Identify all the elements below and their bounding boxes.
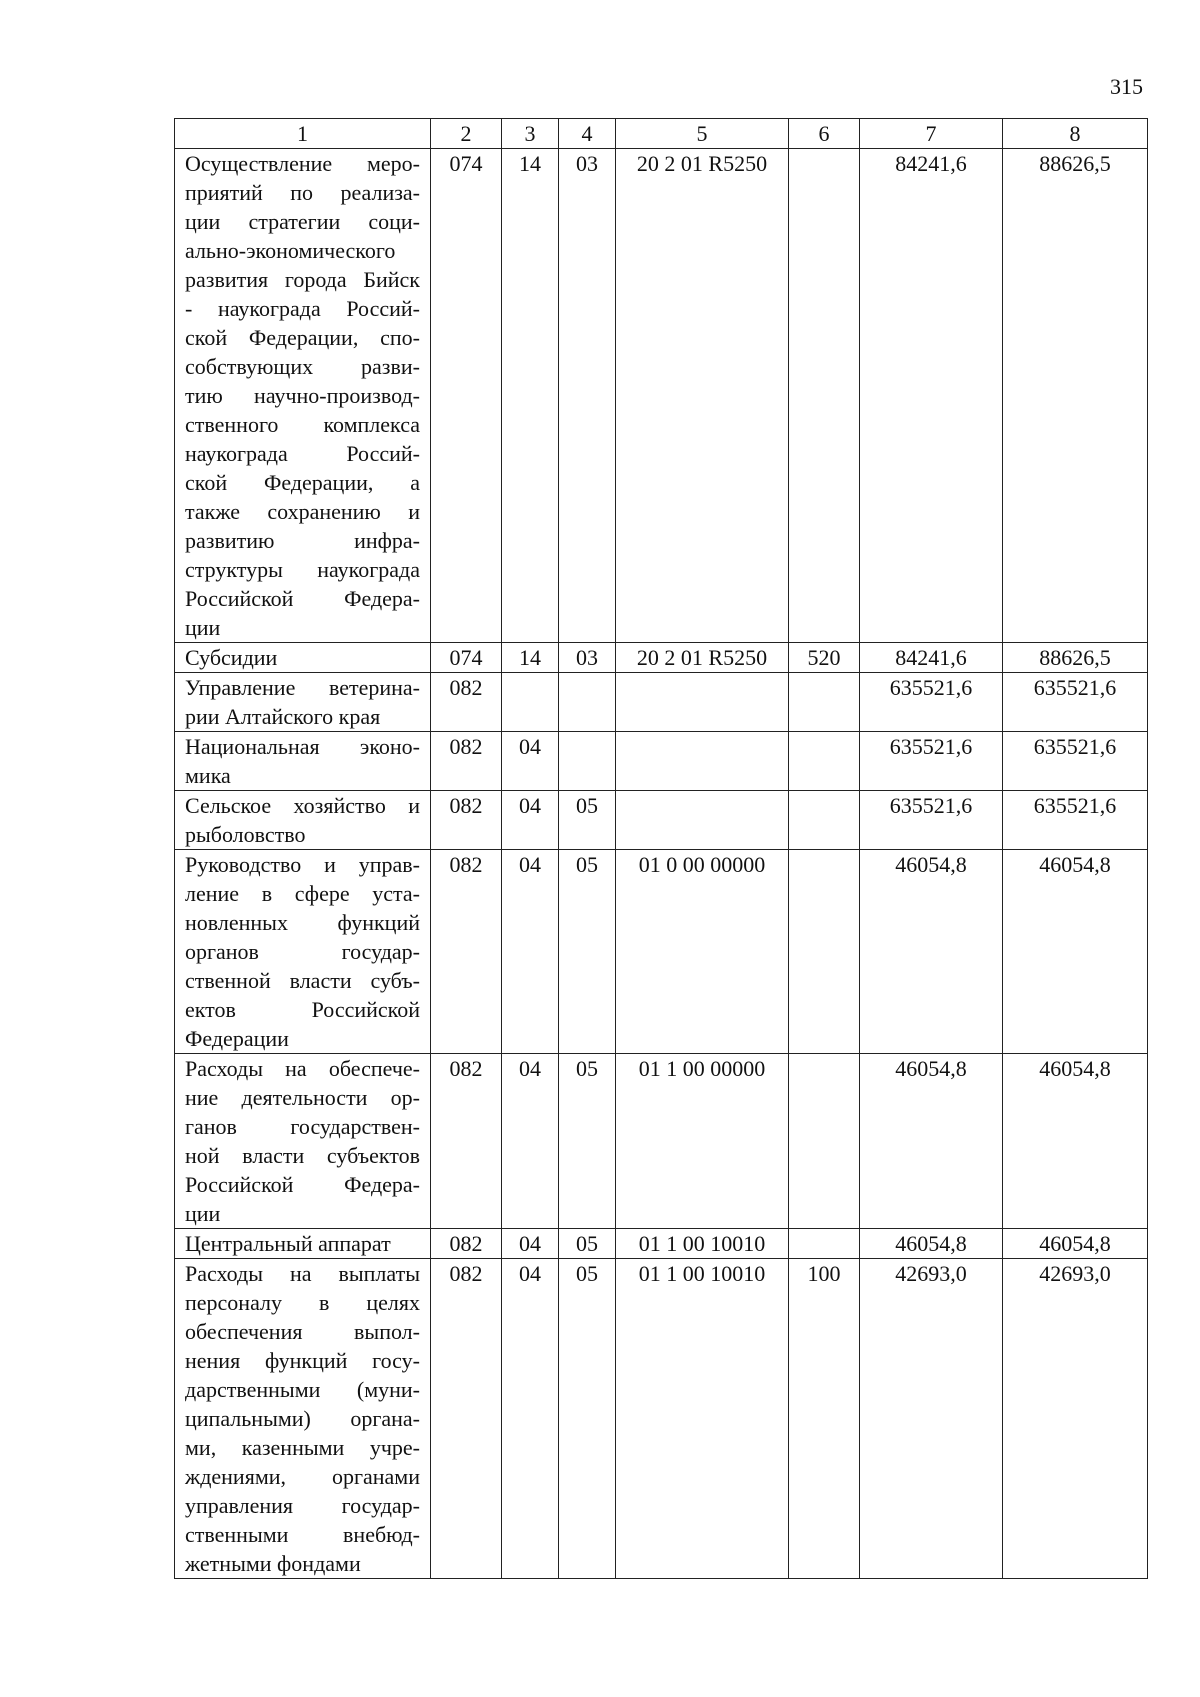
row-name-line: тию научно-производ- [185, 383, 420, 408]
subsection-cell: 05 [559, 791, 616, 850]
row-name-line: ции стратегии соци- [185, 209, 420, 234]
column-header-4: 4 [559, 119, 616, 149]
row-name-line: ектов Российской [185, 997, 420, 1022]
row-name-line: Управление ветерина- [185, 675, 420, 700]
row-name-cell [175, 850, 431, 1054]
amount-year2-cell: 635521,6 [1003, 791, 1148, 850]
table-row [175, 1229, 1148, 1259]
section-cell: 14 [502, 149, 559, 643]
table-row [175, 149, 1148, 643]
row-name-line: управления государ- [185, 1493, 420, 1518]
row-name-line: ственными внебюд- [185, 1522, 420, 1547]
row-name-cell [175, 1259, 431, 1579]
subsection-cell: 05 [559, 1054, 616, 1229]
row-name-line: рии Алтайского края [185, 704, 381, 729]
target-article-cell [616, 732, 789, 791]
amount-year2-cell: 635521,6 [1003, 673, 1148, 732]
row-name-line: ции [185, 615, 221, 640]
row-name-line: Федерации [185, 1026, 289, 1051]
row-name-line: Руководство и управ- [185, 852, 420, 877]
subsection-cell: 05 [559, 1229, 616, 1259]
amount-year1-cell: 46054,8 [860, 1054, 1003, 1229]
row-name-line: Центральный аппарат [185, 1231, 391, 1256]
row-name-line: Российской Федера- [185, 586, 420, 611]
table-row [175, 673, 1148, 732]
row-name-cell [175, 643, 431, 673]
admin-code-cell: 082 [431, 732, 502, 791]
admin-code-cell: 082 [431, 1229, 502, 1259]
row-name-line: ждениями, органами [185, 1464, 420, 1489]
row-name-line: ственной власти субъ- [185, 968, 420, 993]
row-name-line: ление в сфере уста- [185, 881, 420, 906]
section-cell: 04 [502, 850, 559, 1054]
expense-type-cell [789, 1229, 860, 1259]
row-name-line: наукограда Россий- [185, 441, 420, 466]
amount-year1-cell: 84241,6 [860, 149, 1003, 643]
expense-type-cell [789, 673, 860, 732]
table-row [175, 850, 1148, 1054]
target-article-cell [616, 791, 789, 850]
table-header-row [175, 119, 1148, 149]
section-cell [502, 673, 559, 732]
section-cell: 04 [502, 791, 559, 850]
target-article-cell: 20 2 01 R5250 [616, 149, 789, 643]
row-name-line: ственного комплекса [185, 412, 420, 437]
target-article-cell: 01 1 00 00000 [616, 1054, 789, 1229]
amount-year1-cell: 46054,8 [860, 1229, 1003, 1259]
column-header-1: 1 [175, 119, 431, 149]
admin-code-cell: 074 [431, 643, 502, 673]
target-article-cell [616, 673, 789, 732]
row-name-line: собствующих разви- [185, 354, 420, 379]
column-header-3: 3 [502, 119, 559, 149]
row-name-line: жетными фондами [185, 1551, 361, 1576]
admin-code-cell: 074 [431, 149, 502, 643]
amount-year1-cell: 42693,0 [860, 1259, 1003, 1579]
admin-code-cell: 082 [431, 1259, 502, 1579]
row-name-line: нения функций госу- [185, 1348, 420, 1373]
row-name-line: дарственными (муни- [185, 1377, 420, 1402]
row-name-line: Субсидии [185, 645, 278, 670]
subsection-cell: 05 [559, 850, 616, 1054]
expense-type-cell [789, 791, 860, 850]
amount-year2-cell: 42693,0 [1003, 1259, 1148, 1579]
target-article-cell: 01 1 00 10010 [616, 1229, 789, 1259]
row-name-cell [175, 1229, 431, 1259]
table-row [175, 732, 1148, 791]
subsection-cell [559, 673, 616, 732]
row-name-line: ской Федерации, а [185, 470, 420, 495]
section-cell: 04 [502, 1229, 559, 1259]
table-row [175, 791, 1148, 850]
amount-year1-cell: 635521,6 [860, 673, 1003, 732]
admin-code-cell: 082 [431, 1054, 502, 1229]
column-header-2: 2 [431, 119, 502, 149]
subsection-cell: 03 [559, 643, 616, 673]
row-name-line: обеспечения выпол- [185, 1319, 420, 1344]
amount-year2-cell: 46054,8 [1003, 1229, 1148, 1259]
expense-type-cell [789, 1054, 860, 1229]
row-name-line: развития города Бийск [185, 267, 420, 292]
admin-code-cell: 082 [431, 791, 502, 850]
row-name-line: Расходы на обеспече- [185, 1056, 420, 1081]
row-name-line: органов государ- [185, 939, 420, 964]
row-name-cell [175, 149, 431, 643]
row-name-cell [175, 1054, 431, 1229]
row-name-line: Национальная эконо- [185, 734, 420, 759]
column-header-6: 6 [789, 119, 860, 149]
row-name-cell [175, 673, 431, 732]
section-cell: 14 [502, 643, 559, 673]
row-name-line: - наукограда Россий- [185, 296, 420, 321]
table-row [175, 1259, 1148, 1579]
row-name-line: Российской Федера- [185, 1172, 420, 1197]
row-name-line: Расходы на выплаты [185, 1261, 420, 1286]
row-name-cell [175, 732, 431, 791]
row-name-line: ально-экономического [185, 238, 396, 263]
amount-year2-cell: 88626,5 [1003, 643, 1148, 673]
row-name-line: рыболовство [185, 822, 306, 847]
amount-year2-cell: 635521,6 [1003, 732, 1148, 791]
row-name-line: ние деятельности ор- [185, 1085, 420, 1110]
row-name-line: ции [185, 1201, 221, 1226]
row-name-line: ципальными) органа- [185, 1406, 420, 1431]
amount-year1-cell: 46054,8 [860, 850, 1003, 1054]
admin-code-cell: 082 [431, 850, 502, 1054]
admin-code-cell: 082 [431, 673, 502, 732]
row-name-line: ной власти субъектов [185, 1143, 420, 1168]
expense-type-cell: 100 [789, 1259, 860, 1579]
row-name-line: ганов государствен- [185, 1114, 420, 1139]
page-number: 315 [1110, 74, 1143, 99]
column-header-8: 8 [1003, 119, 1148, 149]
section-cell: 04 [502, 1054, 559, 1229]
subsection-cell [559, 732, 616, 791]
row-name-line: ми, казенными учре- [185, 1435, 420, 1460]
row-name-line: Сельское хозяйство и [185, 793, 420, 818]
row-name-line: Осуществление меро- [185, 151, 420, 176]
column-header-7: 7 [860, 119, 1003, 149]
expense-type-cell [789, 850, 860, 1054]
section-cell: 04 [502, 1259, 559, 1579]
amount-year2-cell: 88626,5 [1003, 149, 1148, 643]
row-name-line: приятий по реализа- [185, 180, 420, 205]
amount-year2-cell: 46054,8 [1003, 850, 1148, 1054]
table-body [175, 149, 1148, 1579]
amount-year1-cell: 84241,6 [860, 643, 1003, 673]
row-name-line: персоналу в целях [185, 1290, 420, 1315]
target-article-cell: 01 0 00 00000 [616, 850, 789, 1054]
subsection-cell: 05 [559, 1259, 616, 1579]
target-article-cell: 01 1 00 10010 [616, 1259, 789, 1579]
row-name-line: ской Федерации, спо- [185, 325, 420, 350]
amount-year1-cell: 635521,6 [860, 791, 1003, 850]
expense-type-cell [789, 149, 860, 643]
subsection-cell: 03 [559, 149, 616, 643]
table-row [175, 643, 1148, 673]
target-article-cell: 20 2 01 R5250 [616, 643, 789, 673]
row-name-cell [175, 791, 431, 850]
row-name-line: структуры наукограда [185, 557, 420, 582]
table-row [175, 1054, 1148, 1229]
amount-year1-cell: 635521,6 [860, 732, 1003, 791]
section-cell: 04 [502, 732, 559, 791]
row-name-line: новленных функций [185, 910, 420, 935]
budget-table [174, 118, 1148, 1579]
expense-type-cell: 520 [789, 643, 860, 673]
column-header-5: 5 [616, 119, 789, 149]
amount-year2-cell: 46054,8 [1003, 1054, 1148, 1229]
expense-type-cell [789, 732, 860, 791]
row-name-line: развитию инфра- [185, 528, 420, 553]
row-name-line: также сохранению и [185, 499, 420, 524]
row-name-line: мика [185, 763, 231, 788]
